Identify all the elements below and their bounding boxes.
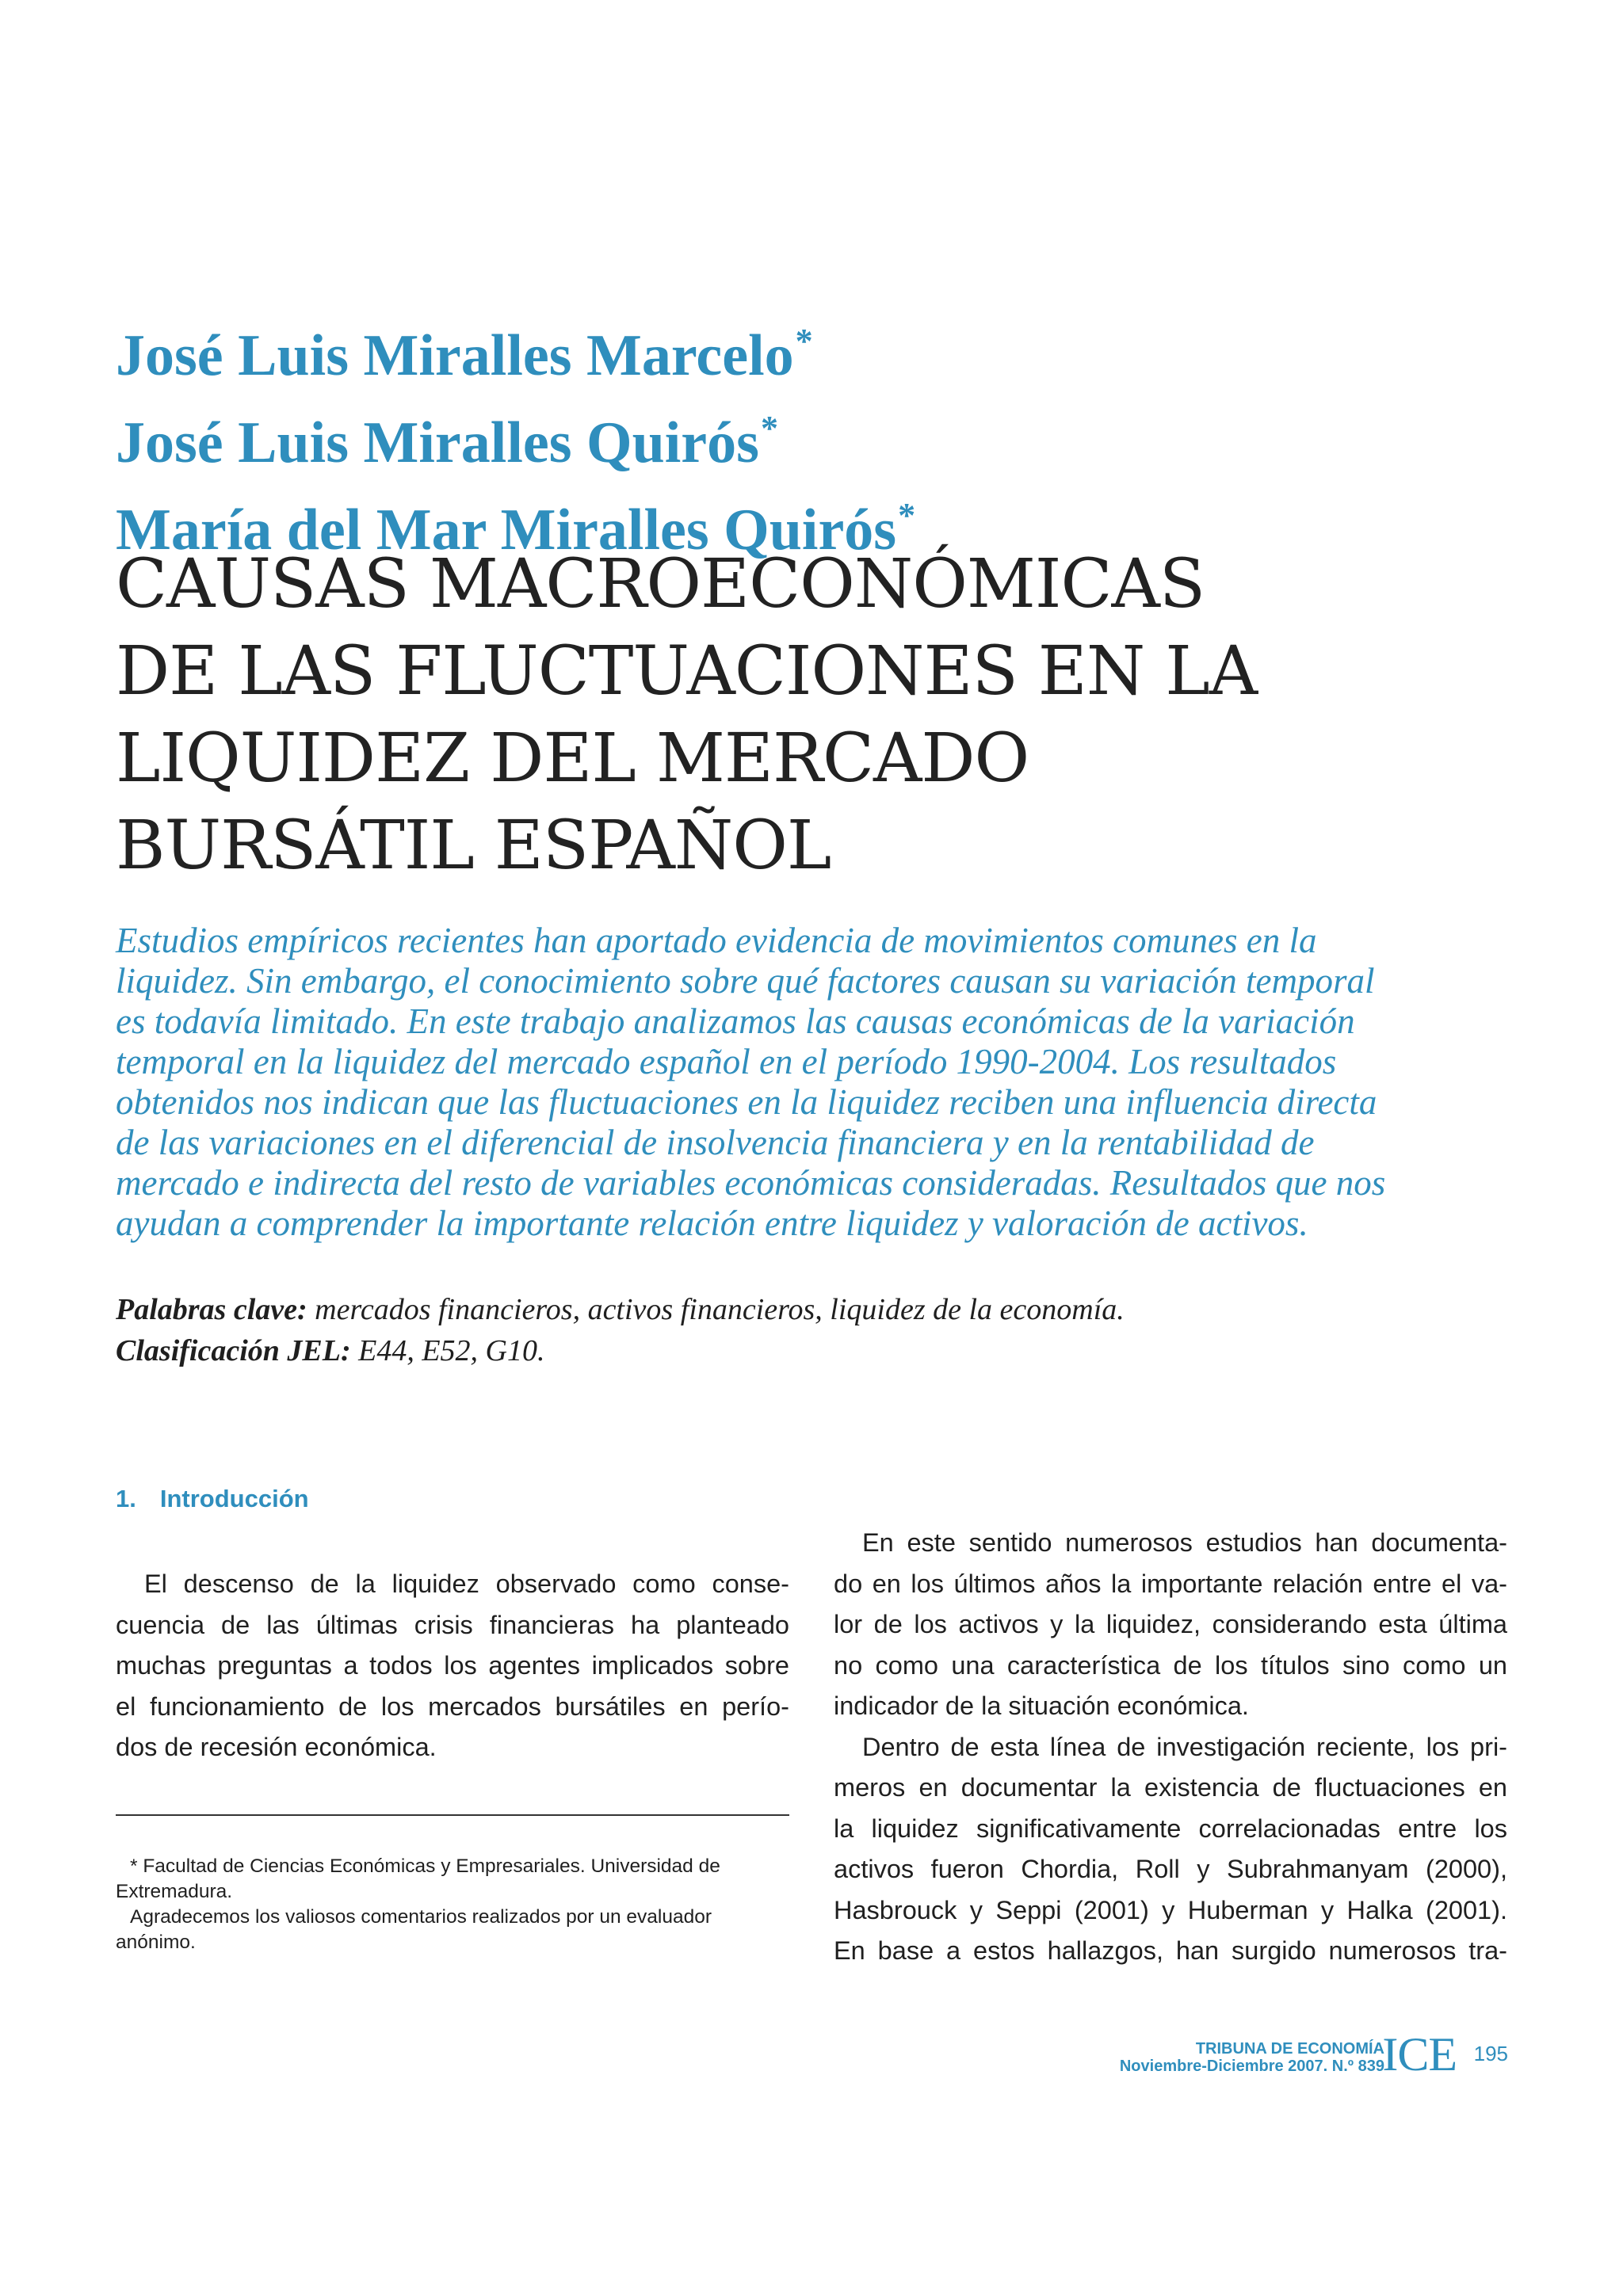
author-list bbox=[116, 305, 1384, 566]
body-line: muchas preguntas a todos los agentes implicados sobre bbox=[116, 1651, 789, 1680]
abstract-line: temporal en la liquidez del mercado español en el período 1990-2004. Los resultados bbox=[116, 1042, 1337, 1081]
title-line: CAUSAS MACROECONÓMICAS bbox=[116, 545, 1205, 624]
keywords-label: Palabras clave: bbox=[116, 1293, 307, 1326]
body-line: el funcionamiento de los mercados bursátiles en perío- bbox=[116, 1691, 789, 1721]
affiliation-mark: * bbox=[760, 409, 778, 448]
body-line: indicador de la situación económica. bbox=[834, 1691, 1249, 1720]
footnotes bbox=[116, 1854, 789, 1955]
body-line: Hasbrouck y Seppi (2001) y Huberman y Halka (2001). bbox=[834, 1895, 1507, 1924]
author-name: José Luis Miralles Marcelo* bbox=[116, 322, 813, 388]
title-line: BURSÁTIL ESPAÑOL bbox=[116, 807, 831, 885]
abstract bbox=[116, 921, 1518, 1244]
abstract-line: es todavía limitado. En este trabajo analizamos las causas económicas de la variación bbox=[116, 1001, 1355, 1041]
body-line: Dentro de esta línea de investigación reciente, los pri- bbox=[862, 1732, 1507, 1761]
body-line: dos de recesión económica. bbox=[116, 1733, 437, 1761]
jel-text: E44, E52, G10. bbox=[350, 1334, 545, 1367]
left-column bbox=[116, 1564, 789, 1768]
footnote-affiliation-cont: Extremadura. bbox=[116, 1881, 233, 1902]
right-column bbox=[834, 1523, 1507, 1972]
journal-name: TRIBUNA DE ECONOMÍA bbox=[1195, 2040, 1384, 2058]
body-line: do en los últimos años la importante relación entre el va- bbox=[834, 1569, 1507, 1598]
body-line: lor de los activos y la liquidez, considerando esta última bbox=[834, 1610, 1507, 1638]
abstract-line: ayudan a comprender la importante relación entre liquidez y valoración de activos. bbox=[116, 1203, 1308, 1243]
body-line: meros en documentar la existencia de fluctuaciones en bbox=[834, 1773, 1507, 1802]
abstract-line: liquidez. Sin embargo, el conocimiento sobre qué factores causan su variación temporal bbox=[116, 961, 1375, 1001]
ice-logo: ICE bbox=[1382, 2028, 1457, 2081]
title-line: DE LAS FLUCTUACIONES EN LA bbox=[116, 632, 1258, 711]
keywords-block bbox=[116, 1289, 1518, 1371]
page-number: 195 bbox=[1473, 2042, 1508, 2065]
abstract-line: de las variaciones en el diferencial de insolvencia financiera y en la rentabilidad de bbox=[116, 1123, 1315, 1162]
page-footer bbox=[1109, 2028, 1522, 2089]
body-line: no como una característica de los títulos sino como un bbox=[834, 1650, 1507, 1680]
section-heading bbox=[116, 1483, 309, 1515]
section-title: Introducción bbox=[159, 1485, 309, 1512]
footnote-thanks: Agradecemos los valiosos comentarios realizados por un evaluador bbox=[130, 1906, 712, 1928]
abstract-line: mercado e indirecta del resto de variables económicas consideradas. Resultados que nos bbox=[116, 1163, 1386, 1203]
author-name: José Luis Miralles Quirós* bbox=[116, 409, 778, 475]
keywords bbox=[116, 1289, 1518, 1330]
journal-info bbox=[1120, 2040, 1384, 2075]
journal-issue: Noviembre-Diciembre 2007. N.º 839 bbox=[1119, 2058, 1384, 2075]
body-line: El descenso de la liquidez observado como conse- bbox=[144, 1569, 789, 1598]
jel-classification bbox=[116, 1330, 1518, 1371]
body-line: En base a estos hallazgos, han surgido numerosos tra- bbox=[834, 1936, 1507, 1965]
abstract-line: Estudios empíricos recientes han aportado evidencia de movimientos comunes en la bbox=[116, 921, 1317, 960]
article-title bbox=[116, 541, 1510, 890]
body-line: la liquidez significativamente correlacionadas entre los bbox=[834, 1814, 1507, 1843]
footnote-affiliation: * Facultad de Ciencias Económicas y Empresariales. Universidad de bbox=[130, 1855, 720, 1877]
section-number: 1. bbox=[116, 1485, 136, 1512]
body-line: activos fueron Chordia, Roll y Subrahmanyam (2000), bbox=[834, 1855, 1507, 1883]
affiliation-mark: * bbox=[898, 496, 916, 535]
affiliation-mark: * bbox=[795, 322, 813, 360]
body-line: En este sentido numerosos estudios han documenta- bbox=[862, 1528, 1507, 1557]
abstract-line: obtenidos nos indican que las fluctuaciones en la liquidez reciben una influencia directa bbox=[116, 1082, 1377, 1122]
author-name: María del Mar Miralles Quirós* bbox=[116, 496, 916, 563]
keywords-text: mercados financieros, activos financieros, liquidez de la economía. bbox=[307, 1293, 1125, 1326]
body-line: cuencia de las últimas crisis financieras ha planteado bbox=[116, 1610, 789, 1639]
footnote-thanks-cont: anónimo. bbox=[116, 1932, 196, 1953]
jel-label: Clasificación JEL: bbox=[116, 1334, 351, 1367]
title-line: LIQUIDEZ DEL MERCADO bbox=[116, 719, 1029, 798]
footnote-divider bbox=[116, 1814, 789, 1816]
